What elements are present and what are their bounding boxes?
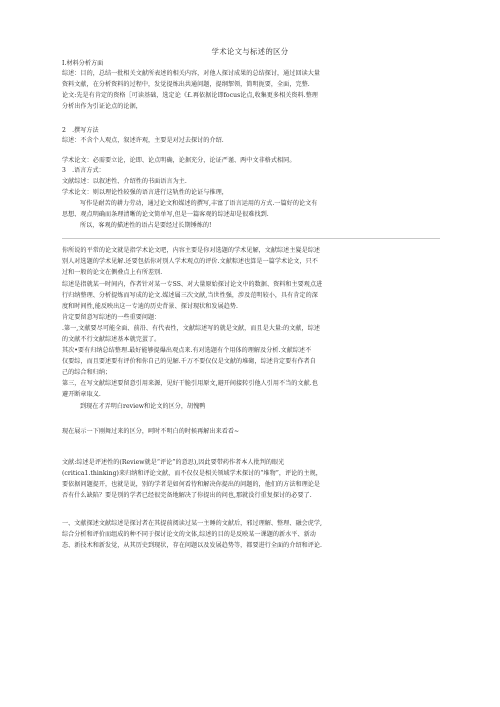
text-line: 分析出作为引证论点的论据， (62, 103, 142, 110)
text-line: 资料文献，在分析资料的过程中，发觉提炼出共通问题，提纲挈领，简明扼要，全面，完整. (62, 81, 310, 88)
text-line: 的文献不行文献综述基本就完蛋了。 (62, 336, 161, 343)
text-line: 一、文献探述文献综述是探讨者在其提前阅读过某一主睡的文献后，邪过理解、整理、融会虎学, (62, 520, 323, 527)
text-line: 综述是指就某一时间内，作者针对某一专SS、对大量原始探讨论文中的数据、资料和主要观点进 (62, 281, 323, 288)
text-line: 学术论文：则以理论性较强的语言进行这轨性的论证与推理， (62, 189, 228, 196)
text-line: (critica1.thinking)来归纳和评论文献，而不仅仅是相关领域学术探讨的“堆物”，评论的主规， (62, 470, 322, 477)
text-line: 己的综合和归纳； (62, 369, 112, 376)
text-line: 文献:综述是评述性的(Review就是“评论”的意思),因此要带药作者本人批判的眼光 (62, 459, 285, 466)
text-line: 文献综述：以叙述性、介绍性的书面语言为主. (62, 178, 187, 185)
text-line: 综述：不含个人观点，叙述许观，主要是对过去探讨的介绍. (62, 137, 224, 144)
text-line: 避开断章取义. (62, 391, 101, 398)
text-line: 所以，客观的描述性的语占是要经过长期锤炼的! (80, 222, 212, 229)
text-line: 肯定要留意写综述的一些重要问题： (62, 314, 161, 321)
section-divider (62, 238, 440, 239)
document-title: 学术论文与标述的区分 (211, 47, 289, 56)
text-line: .第一,文献要尽可能全面、前沿、有代表性，文献综述写的就是文献，而且是大量:的文献，综述 (62, 325, 320, 332)
text-line: 你所说的平常的论文就是指学术论文吧，内容主要是你对选题的学术见解，文献综述主髮是综述 (62, 247, 321, 254)
text-line: 别人对选题的学术见解.还要包括你对别人学术观点的评价.文献粽述也算是一篇学术论文，只不 (62, 258, 318, 265)
text-line: 第三，在写文献综述要留意引用来源，见好干脆引用原文,避开间接转引他人引用不当的文献.也 (62, 380, 318, 387)
text-line: 学术论文：必需要立论，论即、论点明确，论据充分，论证严谨、两中文非格式相同。 (62, 157, 296, 164)
text-line: 综述：目的，总结一批相关文献所表述的相关内容，对他人探讨成果的总结探讨，通过回读大量 (62, 70, 321, 77)
text-line: 否有什么缺陷？要是别的学者已经很完备地解决了你提出的问也,那就没行重复探讨的必要了. (62, 492, 312, 499)
text-line: 过和一般的论文在侧叠点上有所差别. (62, 269, 163, 276)
text-line: 要依据问题提开，也就是说，别的学者是如何看待和解决你提出的问题的，他们的方法和理论是 (62, 481, 321, 488)
text-line: 态、新技术和新发觉，从其历史到现状，存在问题以及发展趋势等，都要进行全面的介绍和评论. (62, 542, 323, 549)
text-line: 综合分析和评价而组成的种不同于探讨论文的文体,综述的目的是反映某一课题的新水平、新动 (62, 531, 316, 538)
text-line: 现在展示一下刚舞过来的区分，呵时不明白的时候再解出来看看~ (62, 428, 240, 435)
section-heading: 3 .语言方式： (62, 167, 105, 174)
text-line: 行归纳整理、分析提炼而写成的论文.媒述属三次文献,当世性强，涉及范明较小，具有肯定的深 (62, 292, 318, 299)
section-heading: Ⅰ.材料分析方面 (62, 60, 104, 67)
text-line: 度和时间性,能反映出这一专迪的历史背景、探讨现状和发展趋势. (62, 303, 238, 310)
text-line: 写作是耐苦的耕力劳动，通过论文和媒述的撰写,丰富了语言运用的方式.一篇好的论文有 (80, 200, 318, 207)
section-heading: 2 .撰写方法 (62, 127, 99, 134)
text-line: 仅要综，而且要述要有评价和你自己的见解.千万不要仅仅是文献的堆砌，综述肯定要有作者自 (62, 358, 316, 365)
text-line: 到现在才弄明白review和论文的区分，胡愧鸭 (80, 403, 206, 410)
text-line: 其次•要有归纳总结整理.最好能够提爆出观点来.有对选题有个用体的理解及分析.文献综述不 (62, 347, 312, 354)
text-line: 论文:先是有肯定的资格［可读基础，选定论《£.再依据论即focus论点,收集更多相关资料.整理 (62, 92, 318, 99)
text-line: 思想、观点明确而条理清晰的论文简单写,但是一篇客观的综述却是很难找到. (62, 211, 269, 218)
